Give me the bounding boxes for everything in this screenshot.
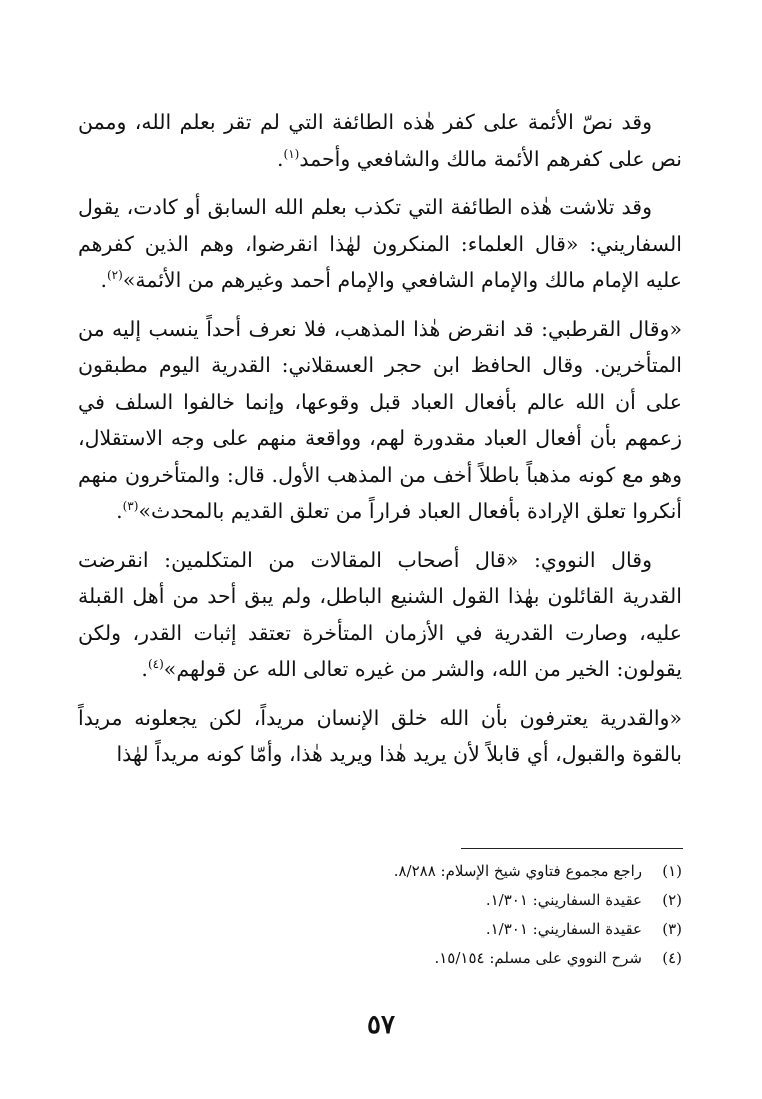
footnote-ref: (٣) xyxy=(122,499,139,514)
footnote-number: (٤) xyxy=(662,949,682,967)
footnote-number: (٢) xyxy=(662,891,682,909)
paragraph-2: وقد تلاشت هٰذه الطائفة التي تكذب بعلم الله السابق أو كادت، يقول السفاريني: «قال العلماء: المنكرون لهٰذا انقرضوا، وهم الذين كفرهم عليه الإمام مالك والإمام الشافعي والإمام أحمد وغيرهم من الأئمة»$^{(٢)}$. xyxy=(78,195,682,292)
footnote-text: عقيدة السفاريني: ١/٣٠١. xyxy=(485,891,642,909)
footnote-item xyxy=(282,886,682,915)
footnote-item xyxy=(282,857,682,886)
footnote-text: راجع مجموع فتاوي شيخ الإسلام: ٨/٢٨٨. xyxy=(393,862,642,880)
footnote-item xyxy=(282,915,682,944)
footnote-ref: (٢) xyxy=(106,268,123,283)
footnotes xyxy=(282,857,682,973)
paragraph-4: وقال النووي: «قال أصحاب المقالات من المتكلمين: انقرضت القدرية القائلون بهٰذا القول الشنيع الباطل، ولم يبق أحد من أهل القبلة عليه، وصارت القدرية في الأزمان المتأخرة تعتقد إثبات القدر، ولكن يقولون: الخير من الله، والشر من غيره تعالى الله عن قولهم»$^{(٤)}$. xyxy=(78,547,682,681)
footnote-number: (١) xyxy=(662,862,682,880)
paragraph-5: «والقدرية يعترفون بأن الله خلق الإنسان مريداً، لكن يجعلونه مريداً بالقوة والقبول، أي قابلاً لأن يريد هٰذا ويريد هٰذا، وأمّا كونه مريداً لهٰذا xyxy=(78,705,682,766)
footnote-text: شرح النووي على مسلم: ١٥/١٥٤. xyxy=(434,949,642,967)
footnote-number: (٣) xyxy=(662,920,682,938)
footnote-ref: (١) xyxy=(283,146,300,161)
footnote-item xyxy=(282,944,682,973)
footnote-ref: (٤) xyxy=(147,657,164,672)
page-body xyxy=(78,104,682,785)
paragraph-1: وقد نصّ الأئمة على كفر هٰذه الطائفة التي لم تقر بعلم الله، وممن نص على كفرهم الأئمة مالك والشافعي وأحمد$^{(١)}$. xyxy=(78,110,682,171)
page-number: ٥٧ xyxy=(367,1010,395,1040)
footnote-text: عقيدة السفاريني: ١/٣٠١. xyxy=(485,920,642,938)
paragraph-3: «وقال القرطبي: قد انقرض هٰذا المذهب، فلا نعرف أحداً ينسب إليه من المتأخرين. وقال الحافظ ابن حجر العسقلاني: القدرية اليوم مطبقون على أن الله عالم بأفعال العباد قبل وقوعها، وإنما خالفوا السلف في زعمهم بأن أفعال العباد مقدورة لهم، وواقعة منهم على وجه الاستقلال، وهو مع كونه مذهباً باطلاً أخف من المذهب الأول. قال: والمتأخرون منهم أنكروا تعلق الإرادة بأفعال العباد فراراً من تعلق القديم بالمحدث»$^{(٣)}$. xyxy=(78,316,682,523)
footnote-divider xyxy=(461,848,683,849)
